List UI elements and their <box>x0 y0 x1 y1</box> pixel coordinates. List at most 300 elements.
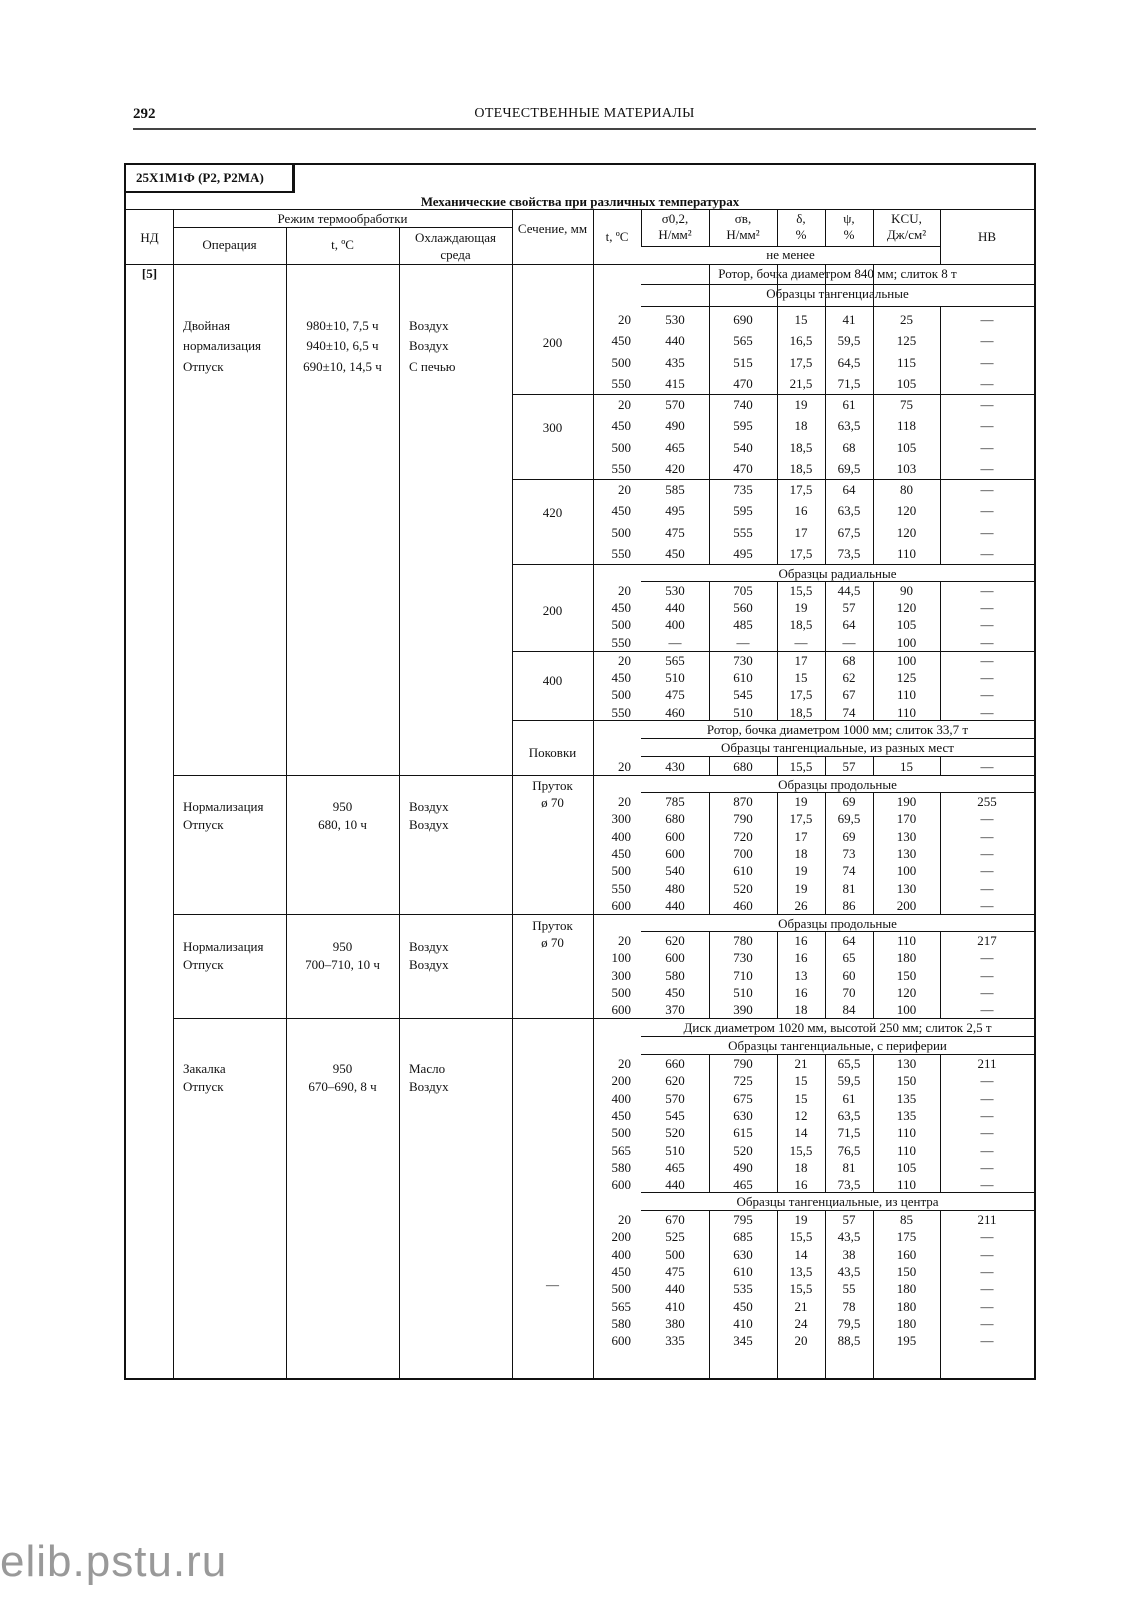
hardness: — <box>980 545 994 561</box>
tensile-strength: 390 <box>733 1002 753 1018</box>
elongation: 19 <box>794 794 808 809</box>
test-temperature: 565 <box>611 1298 631 1314</box>
elongation: 15,5 <box>789 759 813 774</box>
treatment-temperature: 940±10, 6,5 ч <box>306 338 379 353</box>
tensile-strength: 610 <box>733 863 753 879</box>
section-value: 420 <box>542 505 563 520</box>
treatment-temperature: 690±10, 14,5 ч <box>303 359 382 374</box>
elongation: 16 <box>794 933 808 948</box>
elongation: 15,5 <box>789 1142 813 1158</box>
hardness: — <box>980 1263 994 1279</box>
hardness: — <box>980 1142 994 1158</box>
tensile-strength: 465 <box>733 1177 753 1193</box>
yield-strength: 440 <box>665 333 685 349</box>
yield-strength: 370 <box>665 1002 685 1018</box>
test-temperature: 450 <box>611 1263 631 1279</box>
yield-strength: 415 <box>665 375 685 391</box>
reduction-of-area: 86 <box>842 897 856 913</box>
header-elongation-unit: % <box>795 227 807 242</box>
test-temperature: 300 <box>611 811 631 827</box>
section-value: 200 <box>542 603 563 618</box>
yield-strength: 460 <box>665 704 685 720</box>
yield-strength: 480 <box>665 880 685 896</box>
hardness: — <box>980 984 994 1000</box>
label-rule <box>641 284 1034 285</box>
cooling-medium: Воздух <box>409 939 449 954</box>
yield-strength: 510 <box>665 1142 685 1158</box>
hardness: — <box>980 503 994 519</box>
hardness: 255 <box>977 794 997 809</box>
impact-toughness: 105 <box>896 439 917 455</box>
tensile-strength: 690 <box>733 312 753 327</box>
section-value: Поковки <box>528 745 577 760</box>
cooling-medium: Воздух <box>409 338 449 353</box>
tensile-strength: 730 <box>733 653 753 668</box>
band-rule <box>512 775 1034 776</box>
reduction-of-area: 41 <box>842 312 856 327</box>
tensile-strength: 720 <box>733 828 753 844</box>
impact-toughness: 150 <box>896 967 917 983</box>
yield-strength: 400 <box>665 617 685 633</box>
test-temperature: 500 <box>611 863 631 879</box>
reduction-of-area: 79,5 <box>837 1315 861 1331</box>
header-min-note: не менее <box>766 247 815 262</box>
tensile-strength: 520 <box>733 1142 753 1158</box>
table-caption: Механические свойства при различных температурах <box>420 194 740 209</box>
yield-strength: 680 <box>665 811 685 827</box>
test-temperature: 450 <box>611 670 631 686</box>
grid-vline <box>173 209 174 1380</box>
test-temperature: 550 <box>611 375 631 391</box>
tensile-strength: 450 <box>733 1298 753 1314</box>
elongation: 18,5 <box>789 704 813 720</box>
tensile-strength: 705 <box>733 583 753 598</box>
group-rule <box>173 914 512 915</box>
yield-strength: 620 <box>665 933 685 948</box>
specimen-label: Образцы продольные <box>778 777 897 792</box>
tensile-strength: 610 <box>733 670 753 686</box>
elongation: 20 <box>794 1333 808 1349</box>
running-title: ОТЕЧЕСТВЕННЫЕ МАТЕРИАЛЫ <box>474 106 695 121</box>
yield-strength: 525 <box>665 1229 685 1245</box>
operation-name: Нормализация <box>183 939 264 954</box>
yield-strength: 600 <box>665 828 685 844</box>
label-rule <box>641 738 1034 739</box>
elongation: 17 <box>794 828 808 844</box>
band-rule <box>512 914 1034 915</box>
reduction-of-area: 70 <box>842 984 856 1000</box>
header-operation: Операция <box>202 237 257 252</box>
hardness: — <box>980 600 994 616</box>
reduction-of-area: 68 <box>842 439 856 455</box>
tensile-strength: 555 <box>733 524 753 540</box>
elongation: 13 <box>794 967 808 983</box>
yield-strength: 600 <box>665 845 685 861</box>
header-yield-symbol: σ0,2, <box>661 211 689 226</box>
yield-strength: 490 <box>665 418 685 434</box>
header-nd: НД <box>140 230 159 245</box>
hardness: — <box>980 828 994 844</box>
test-temperature: 450 <box>611 1107 631 1123</box>
test-temperature: 450 <box>611 845 631 861</box>
impact-toughness: 110 <box>896 704 917 720</box>
treatment-temperature: 950 <box>332 799 353 814</box>
elongation: 13,5 <box>789 1263 813 1279</box>
section-value: 300 <box>542 420 563 435</box>
operation-name: Отпуск <box>183 817 224 832</box>
section-value: 400 <box>542 673 563 688</box>
impact-toughness: 130 <box>896 828 917 844</box>
reduction-of-area: 69 <box>842 794 856 809</box>
yield-strength: 450 <box>665 545 685 561</box>
tensile-strength: 630 <box>733 1246 753 1262</box>
reduction-of-area: 74 <box>842 863 856 879</box>
tensile-strength: 790 <box>733 811 753 827</box>
elongation: 16 <box>794 1177 808 1193</box>
steel-grade: 25Х1М1Ф (Р2, Р2МА) <box>126 165 294 193</box>
band-rule <box>512 479 1034 480</box>
test-temperature: 20 <box>618 583 631 598</box>
grade-divider <box>294 165 295 193</box>
test-temperature: 600 <box>611 1333 631 1349</box>
impact-toughness: 180 <box>896 1281 917 1297</box>
yield-strength: 420 <box>665 460 685 476</box>
elongation: 15,5 <box>789 583 813 598</box>
yield-strength: 585 <box>665 482 685 497</box>
impact-toughness: 105 <box>896 617 917 633</box>
yield-strength: 440 <box>665 600 685 616</box>
reduction-of-area: 74 <box>842 704 856 720</box>
section-value: — <box>546 1277 559 1292</box>
header-regime: Режим термообработки <box>277 211 408 226</box>
reduction-of-area: 64 <box>842 933 856 948</box>
hardness: — <box>980 333 994 349</box>
header-impact-unit: Дж/см² <box>886 227 927 242</box>
elongation: 15 <box>794 1090 808 1106</box>
yield-strength: 530 <box>665 312 685 327</box>
cooling-medium: Воздух <box>409 799 449 814</box>
yield-strength: — <box>668 634 682 650</box>
yield-strength: 570 <box>665 1090 685 1106</box>
reduction-of-area: 76,5 <box>837 1142 861 1158</box>
elongation: 16 <box>794 984 808 1000</box>
tensile-strength: 410 <box>733 1315 753 1331</box>
properties-table <box>124 163 1036 1380</box>
elongation: 18 <box>794 1159 808 1175</box>
band-rule <box>512 720 1034 721</box>
header-treat-temp: t, ºС <box>331 237 354 252</box>
treatment-temperature: 980±10, 7,5 ч <box>306 318 379 333</box>
test-temperature: 20 <box>618 397 631 412</box>
tensile-strength: 790 <box>733 1056 753 1071</box>
hardness: — <box>980 524 994 540</box>
yield-strength: 510 <box>665 670 685 686</box>
tensile-strength: 515 <box>733 354 753 370</box>
yield-strength: 430 <box>665 759 685 774</box>
test-temperature: 400 <box>611 828 631 844</box>
test-temperature: 20 <box>618 759 631 774</box>
impact-toughness: 103 <box>896 460 917 476</box>
reduction-of-area: 69,5 <box>837 460 861 476</box>
yield-strength: 570 <box>665 397 685 412</box>
group-rule <box>173 775 512 776</box>
hardness: — <box>980 482 994 497</box>
tensile-strength: 740 <box>733 397 753 412</box>
test-temperature: 600 <box>611 1002 631 1018</box>
hardness: 211 <box>977 1056 997 1071</box>
test-temperature: 500 <box>611 1125 631 1141</box>
label-rule <box>641 1192 1034 1193</box>
hardness: — <box>980 670 994 686</box>
reduction-of-area: 71,5 <box>837 375 861 391</box>
reduction-of-area: 84 <box>842 1002 856 1018</box>
tensile-strength: 610 <box>733 1263 753 1279</box>
hardness: — <box>980 880 994 896</box>
impact-toughness: 110 <box>896 1125 917 1141</box>
impact-toughness: 135 <box>896 1090 917 1106</box>
yield-strength: 530 <box>665 583 685 598</box>
hardness: — <box>980 418 994 434</box>
section-value: ø 70 <box>541 795 564 810</box>
elongation: 17 <box>794 653 808 668</box>
elongation: 26 <box>794 897 808 913</box>
yield-strength: 440 <box>665 897 685 913</box>
operation-name: Двойная <box>183 318 231 333</box>
reduction-of-area: 61 <box>842 397 856 412</box>
tensile-strength: 460 <box>733 897 753 913</box>
header-reduction-symbol: ψ, <box>843 211 855 226</box>
tensile-strength: 495 <box>733 545 753 561</box>
test-temperature: 400 <box>611 1246 631 1262</box>
hardness: — <box>980 1159 994 1175</box>
elongation: 18,5 <box>789 460 813 476</box>
test-temperature: 450 <box>611 503 631 519</box>
test-temperature: 300 <box>611 967 631 983</box>
impact-toughness: 100 <box>896 1002 917 1018</box>
operation-name: нормализация <box>183 338 262 353</box>
elongation: 12 <box>794 1107 808 1123</box>
impact-toughness: 100 <box>896 653 917 668</box>
reduction-of-area: — <box>842 634 856 650</box>
test-temperature: 550 <box>611 704 631 720</box>
section-value: ø 70 <box>541 935 564 950</box>
yield-strength: 475 <box>665 687 685 703</box>
header-impact-symbol: KCU, <box>891 211 922 226</box>
hardness: — <box>980 1107 994 1123</box>
header-yield-unit: Н/мм² <box>658 227 692 242</box>
yield-strength: 540 <box>665 863 685 879</box>
yield-strength: 435 <box>665 354 685 370</box>
elongation: 19 <box>794 397 808 412</box>
specimen-label: Диск диаметром 1020 мм, высотой 250 мм; слиток 2,5 т <box>683 1020 992 1035</box>
specimen-label: Ротор, бочка диаметром 840 мм; слиток 8 т <box>718 266 957 281</box>
impact-toughness: 15 <box>900 759 913 774</box>
test-temperature: 580 <box>611 1315 631 1331</box>
test-temperature: 20 <box>618 1212 631 1227</box>
header-hardness: НВ <box>977 229 997 244</box>
impact-toughness: 100 <box>896 634 917 650</box>
impact-toughness: 105 <box>896 1159 917 1175</box>
hardness: — <box>980 1298 994 1314</box>
yield-strength: 465 <box>665 439 685 455</box>
header-section: Сечение, мм <box>517 221 588 236</box>
impact-toughness: 125 <box>896 333 917 349</box>
test-temperature: 20 <box>618 653 631 668</box>
tensile-strength: 710 <box>733 967 753 983</box>
elongation: 19 <box>794 880 808 896</box>
specimen-label: Образцы тангенциальные, из разных мест <box>721 740 954 755</box>
hardness: — <box>980 617 994 633</box>
reduction-of-area: 67,5 <box>837 524 861 540</box>
impact-toughness: 118 <box>896 418 917 434</box>
elongation: 15 <box>794 670 808 686</box>
test-temperature: 550 <box>611 545 631 561</box>
yield-strength: 785 <box>665 794 685 809</box>
impact-toughness: 25 <box>900 312 913 327</box>
tensile-strength: 545 <box>733 687 753 703</box>
elongation: 21,5 <box>789 375 813 391</box>
impact-toughness: 180 <box>896 1315 917 1331</box>
elongation: 17,5 <box>789 687 813 703</box>
reduction-of-area: 71,5 <box>837 1125 861 1141</box>
impact-toughness: 110 <box>896 687 917 703</box>
yield-strength: 600 <box>665 950 685 966</box>
reduction-of-area: 81 <box>842 1159 856 1175</box>
treatment-temperature: 950 <box>332 939 353 954</box>
label-rule <box>641 792 1034 793</box>
cooling-medium: Воздух <box>409 817 449 832</box>
test-temperature: 20 <box>618 312 631 327</box>
reduction-of-area: 59,5 <box>837 1073 861 1089</box>
impact-toughness: 175 <box>896 1229 917 1245</box>
test-temperature: 450 <box>611 600 631 616</box>
treatment-temperature: 670–690, 8 ч <box>308 1079 377 1094</box>
label-rule <box>641 306 1034 307</box>
reduction-of-area: 55 <box>842 1281 856 1297</box>
group-rule <box>173 1018 512 1019</box>
reduction-of-area: 68 <box>842 653 856 668</box>
hardness: — <box>980 583 994 598</box>
yield-strength: 450 <box>665 984 685 1000</box>
test-temperature: 565 <box>611 1142 631 1158</box>
label-rule <box>641 931 1034 932</box>
hardness: — <box>980 897 994 913</box>
tensile-strength: 795 <box>733 1212 753 1227</box>
tensile-strength: 680 <box>733 759 753 774</box>
test-temperature: 20 <box>618 794 631 809</box>
hardness: — <box>980 1073 994 1089</box>
section-value: Пруток <box>532 918 573 933</box>
impact-toughness: 160 <box>896 1246 917 1262</box>
elongation: 16 <box>794 503 808 519</box>
hardness: — <box>980 967 994 983</box>
reduction-of-area: 43,5 <box>837 1263 861 1279</box>
impact-toughness: 190 <box>896 794 917 809</box>
test-temperature: 200 <box>611 1229 631 1245</box>
elongation: 15,5 <box>789 1229 813 1245</box>
hardness: — <box>980 950 994 966</box>
cooling-medium: Воздух <box>409 318 449 333</box>
label-rule <box>641 581 1034 582</box>
yield-strength: 440 <box>665 1177 685 1193</box>
reduction-of-area: 57 <box>842 600 856 616</box>
reduction-of-area: 64,5 <box>837 354 861 370</box>
page-header <box>133 106 1036 130</box>
test-temperature: 400 <box>611 1090 631 1106</box>
impact-toughness: 90 <box>900 583 913 598</box>
hardness: — <box>980 1315 994 1331</box>
test-temperature: 500 <box>611 617 631 633</box>
elongation: 17,5 <box>789 354 813 370</box>
label-rule <box>641 1036 1034 1037</box>
elongation: 18 <box>794 845 808 861</box>
impact-toughness: 180 <box>896 1298 917 1314</box>
tensile-strength: 630 <box>733 1107 753 1123</box>
impact-toughness: 170 <box>896 811 917 827</box>
hardness: — <box>980 375 994 391</box>
test-temperature: 500 <box>611 984 631 1000</box>
impact-toughness: 125 <box>896 670 917 686</box>
impact-toughness: 100 <box>896 863 917 879</box>
hardness: — <box>980 397 994 412</box>
band-rule <box>512 651 1034 652</box>
tensile-strength: 470 <box>733 460 753 476</box>
section-value: 200 <box>542 335 563 350</box>
header-test-temp: t, ºС <box>605 229 629 244</box>
hardness: — <box>980 1177 994 1193</box>
tensile-strength: 595 <box>733 503 753 519</box>
elongation: 17,5 <box>789 482 813 497</box>
test-temperature: 500 <box>611 687 631 703</box>
test-temperature: 500 <box>611 1281 631 1297</box>
test-temperature: 500 <box>611 524 631 540</box>
elongation: 18 <box>794 418 808 434</box>
test-temperature: 600 <box>611 897 631 913</box>
cooling-medium: С печью <box>409 359 456 374</box>
header-tensile-symbol: σв, <box>734 211 752 226</box>
grid-hline <box>173 227 512 228</box>
band-rule <box>512 394 1034 395</box>
tensile-strength: 535 <box>733 1281 753 1297</box>
impact-toughness: 130 <box>896 880 917 896</box>
tensile-strength: 510 <box>733 704 753 720</box>
specimen-label: Образцы тангенциальные, с периферии <box>728 1038 947 1053</box>
header-elongation-symbol: δ, <box>796 211 806 226</box>
elongation: 19 <box>794 600 808 616</box>
yield-strength: 500 <box>665 1246 685 1262</box>
impact-toughness: 150 <box>896 1073 917 1089</box>
yield-strength: 495 <box>665 503 685 519</box>
cooling-medium: Масло <box>409 1061 446 1076</box>
grid-vline <box>399 227 400 1380</box>
label-rule <box>641 756 1034 757</box>
label-rule <box>641 1210 1034 1211</box>
hardness: — <box>980 1125 994 1141</box>
reduction-of-area: 63,5 <box>837 1107 861 1123</box>
operation-name: Закалка <box>183 1061 226 1076</box>
header-reduction-unit: % <box>843 227 855 242</box>
reduction-of-area: 60 <box>842 967 856 983</box>
tensile-strength: — <box>736 634 750 650</box>
elongation: 14 <box>794 1246 808 1262</box>
impact-toughness: 105 <box>896 375 917 391</box>
header-cooling-medium: Охлаждающая среда <box>415 230 496 262</box>
impact-toughness: 115 <box>896 354 917 370</box>
reduction-of-area: 65 <box>842 950 856 966</box>
nd-reference: [5] <box>141 266 158 281</box>
hardness: — <box>980 1002 994 1018</box>
operation-name: Отпуск <box>183 1079 224 1094</box>
